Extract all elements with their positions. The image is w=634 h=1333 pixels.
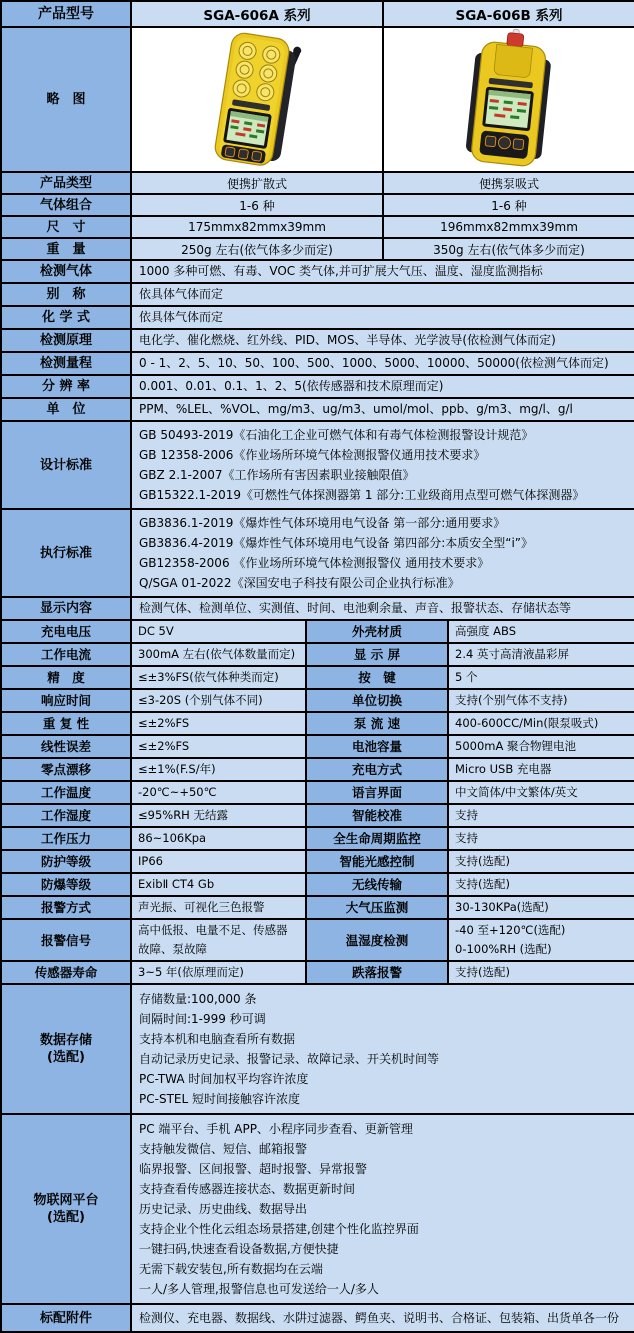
device-a-screen bbox=[223, 108, 272, 149]
spec-row bbox=[1, 896, 634, 919]
row-label: 报警信号 bbox=[1, 919, 131, 961]
value-iot-platform: PC 端平台、手机 APP、小程序同步查看、更新管理 支持触发微信、短信、邮箱报警 临界报警、区间报警、超时报警、异常报警 支持查看传感器连接状态、数据更新时间 历史记录、历史曲线、数据导出 支持企业个性化云组态场景搭建,创建个性化监控界面 一键扫码,快速查看设备数据,方便快捷 无需下载安装包,所有数据均在云端 一人/多人管理,报警信息也可发送给一人/多人 bbox=[131, 1114, 634, 1304]
spec-row bbox=[1, 194, 634, 216]
value-data-storage: 存储数量:100,000 条 间隔时间:1-999 秒可调 支持本机和电脑查看所有数据 自动记录历史记录、报警记录、故障记录、开关机时间等 PC-TWA 时间加权平均容许浓度 PC-STEL 短时间接触容许浓度 bbox=[131, 984, 634, 1114]
row-label: 传感器寿命 bbox=[1, 961, 131, 984]
device-b-illustration bbox=[385, 28, 633, 171]
row-label-2: 智能校准 bbox=[306, 804, 448, 827]
device-b-screen bbox=[482, 87, 534, 132]
row-label: 报警方式 bbox=[1, 896, 131, 919]
row-value-2: 30-130KPa(选配) bbox=[448, 896, 634, 919]
spec-row bbox=[1, 375, 634, 398]
row-value-a: 175mmx82mmx39mm bbox=[131, 216, 383, 238]
row-value: IP66 bbox=[131, 850, 306, 873]
row-value: ≤±1%(F.S/年) bbox=[131, 758, 306, 781]
row-value: 300mA 左右(依气体数量而定) bbox=[131, 643, 306, 666]
spec-row bbox=[1, 919, 634, 961]
row-value: GB 50493-2019《石油化工企业可燃气体和有毒气体检测报警设计规范》 GB 12358-2006《作业场所环境气体检测报警仪通用技术要求》 GBZ 2.1-2007《工作场所有害因素职业接触限值》 GB15322.1-2019《可燃性气体探测器第 1 部分:工业级商用点型可燃气体探测器》 bbox=[131, 421, 634, 509]
row-value: GB3836.1-2019《爆炸性气体环境用电气设备 第一部分:通用要求》 GB3836.4-2019《爆炸性气体环境用电气设备 第四部分:本质安全型“i”》 GB12358-2006 《作业场所环境气体检测报警仪 通用技术要求》 Q/SGA 01-2022《深国安电子科技有限公司企业执行标准》 bbox=[131, 509, 634, 597]
row-label: 分 辨 率 bbox=[1, 375, 131, 398]
row-label: 工作电流 bbox=[1, 643, 131, 666]
table-dual-rows bbox=[0, 619, 634, 985]
dual-rows-body bbox=[1, 620, 634, 984]
spec-row bbox=[1, 961, 634, 984]
row-label-2: 语言界面 bbox=[306, 781, 448, 804]
row-value-b: 350g 左右(依气体多少而定) bbox=[383, 238, 634, 260]
row-label: 化 学 式 bbox=[1, 306, 131, 329]
spec-row bbox=[1, 666, 634, 689]
value-series-a: SGA-606A 系列 bbox=[131, 1, 383, 27]
row-value-2: 支持 bbox=[448, 804, 634, 827]
row-value-2: Micro USB 充电器 bbox=[448, 758, 634, 781]
row-value-2: 支持 bbox=[448, 827, 634, 850]
row-value: ≤±3%FS(依气体种类而定) bbox=[131, 666, 306, 689]
row-value-2: 支持(个别气体不支持) bbox=[448, 689, 634, 712]
device-b-buttons bbox=[479, 130, 529, 159]
spec-row bbox=[1, 260, 634, 283]
row-sketch bbox=[1, 27, 634, 172]
row-data-storage bbox=[1, 984, 634, 1114]
row-label-2: 显 示 屏 bbox=[306, 643, 448, 666]
row-label: 重 量 bbox=[1, 238, 131, 260]
row-value: 依具体气体而定 bbox=[131, 306, 634, 329]
row-value: ExibⅡ CT4 Gb bbox=[131, 873, 306, 896]
row-label-2: 大气压监测 bbox=[306, 896, 448, 919]
row-value-b: 196mmx82mmx39mm bbox=[383, 216, 634, 238]
row-label: 尺 寸 bbox=[1, 216, 131, 238]
row-value-2: 5000mA 聚合物锂电池 bbox=[448, 735, 634, 758]
row-accessories bbox=[1, 1304, 634, 1332]
row-value: ≤95%RH 无结露 bbox=[131, 804, 306, 827]
row-value: 3~5 年(依原理而定) bbox=[131, 961, 306, 984]
row-value: ≤±2%FS bbox=[131, 735, 306, 758]
row-label: 单 位 bbox=[1, 398, 131, 421]
label-data-storage: 数据存储 (选配) bbox=[1, 984, 131, 1114]
row-label: 工作温度 bbox=[1, 781, 131, 804]
label-sketch: 略 图 bbox=[1, 27, 131, 172]
row-value: 声光振、可视化三色报警 bbox=[131, 896, 306, 919]
row-label: 零点漂移 bbox=[1, 758, 131, 781]
row-value-a: 250g 左右(依气体多少而定) bbox=[131, 238, 383, 260]
row-value-2: 2.4 英寸高清液晶彩屏 bbox=[448, 643, 634, 666]
row-label-2: 跌落报警 bbox=[306, 961, 448, 984]
spec-row bbox=[1, 509, 634, 597]
row-value-2: 高强度 ABS bbox=[448, 620, 634, 643]
row-label: 工作湿度 bbox=[1, 804, 131, 827]
spec-row bbox=[1, 398, 634, 421]
device-b-inlet-cap bbox=[507, 29, 525, 48]
row-value-b: 便携泵吸式 bbox=[383, 172, 634, 194]
spec-row bbox=[1, 873, 634, 896]
label-product-model: 产品型号 bbox=[1, 1, 131, 27]
row-product-model bbox=[1, 1, 634, 27]
row-value: 86~106Kpa bbox=[131, 827, 306, 850]
row-value: DC 5V bbox=[131, 620, 306, 643]
label-iot-platform: 物联网平台 (选配) bbox=[1, 1114, 131, 1304]
row-label-2: 全生命周期监控 bbox=[306, 827, 448, 850]
spec-row bbox=[1, 352, 634, 375]
spec-row bbox=[1, 172, 634, 194]
row-value: ≤±2%FS bbox=[131, 712, 306, 735]
row-value-b: 1-6 种 bbox=[383, 194, 634, 216]
row-value-2: 中文简体/中文繁体/英文 bbox=[448, 781, 634, 804]
row-label: 重 复 性 bbox=[1, 712, 131, 735]
spec-row bbox=[1, 620, 634, 643]
value-accessories: 检测仪、充电器、数据线、水阱过滤器、鳄鱼夹、说明书、合格证、包装箱、出货单各一份 bbox=[131, 1304, 634, 1332]
row-value-2: 支持(选配) bbox=[448, 850, 634, 873]
row-value: 0 - 1、2、5、10、50、100、500、1000、5000、10000、50000(依检测气体而定) bbox=[131, 352, 634, 375]
row-label: 执行标准 bbox=[1, 509, 131, 597]
row-label: 检测原理 bbox=[1, 329, 131, 352]
row-label-2: 按 键 bbox=[306, 666, 448, 689]
spec-row bbox=[1, 216, 634, 238]
row-label: 线性误差 bbox=[1, 735, 131, 758]
row-label: 精 度 bbox=[1, 666, 131, 689]
row-label-2: 单位切换 bbox=[306, 689, 448, 712]
row-label: 产品类型 bbox=[1, 172, 131, 194]
spec-row bbox=[1, 758, 634, 781]
top-compare-rows bbox=[1, 172, 634, 260]
label-accessories: 标配附件 bbox=[1, 1304, 131, 1332]
table-bottom bbox=[0, 983, 634, 1333]
spec-row bbox=[1, 283, 634, 306]
spec-row bbox=[1, 689, 634, 712]
spec-row bbox=[1, 804, 634, 827]
spec-row bbox=[1, 238, 634, 260]
value-series-b: SGA-606B 系列 bbox=[383, 1, 634, 27]
row-value: 检测气体、检测单位、实测值、时间、电池剩余量、声音、报警状态、存储状态等 bbox=[131, 597, 634, 620]
row-label-2: 充电方式 bbox=[306, 758, 448, 781]
spec-row bbox=[1, 597, 634, 620]
row-label-2: 泵 流 速 bbox=[306, 712, 448, 735]
row-value: ≤3-20S (个别气体不同) bbox=[131, 689, 306, 712]
row-value: 高中低报、电量不足、传感器 故障、泵故障 bbox=[131, 919, 306, 961]
row-value-2: 5 个 bbox=[448, 666, 634, 689]
row-label: 充电电压 bbox=[1, 620, 131, 643]
device-a-image bbox=[131, 27, 383, 172]
row-label-2: 智能光感控制 bbox=[306, 850, 448, 873]
spec-row bbox=[1, 712, 634, 735]
row-label: 检测量程 bbox=[1, 352, 131, 375]
spec-row bbox=[1, 329, 634, 352]
row-label-2: 电池容量 bbox=[306, 735, 448, 758]
row-value-2: 400-600CC/Min(限泵吸式) bbox=[448, 712, 634, 735]
device-b-image bbox=[383, 27, 634, 172]
spec-row bbox=[1, 306, 634, 329]
table-top-compare bbox=[0, 0, 634, 261]
row-label: 响应时间 bbox=[1, 689, 131, 712]
row-value-a: 便携扩散式 bbox=[131, 172, 383, 194]
row-value-a: 1-6 种 bbox=[131, 194, 383, 216]
row-value: 0.001、0.01、0.1、1、2、5(依传感器和技术原理而定) bbox=[131, 375, 634, 398]
full-rows-body bbox=[1, 260, 634, 620]
row-iot-platform bbox=[1, 1114, 634, 1304]
row-label: 显示内容 bbox=[1, 597, 131, 620]
row-value: 1000 多种可燃、有毒、VOC 类气体,并可扩展大气压、温度、湿度监测指标 bbox=[131, 260, 634, 283]
row-value: 电化学、催化燃烧、红外线、PID、MOS、半导体、光学波导(依检测气体而定) bbox=[131, 329, 634, 352]
row-value: -20℃~+50℃ bbox=[131, 781, 306, 804]
row-label: 气体组合 bbox=[1, 194, 131, 216]
spec-row bbox=[1, 421, 634, 509]
row-label: 别 称 bbox=[1, 283, 131, 306]
device-a-illustration bbox=[133, 28, 381, 171]
spec-row bbox=[1, 827, 634, 850]
row-value: 依具体气体而定 bbox=[131, 283, 634, 306]
table-full-rows bbox=[0, 259, 634, 621]
spec-row bbox=[1, 643, 634, 666]
row-label: 设计标准 bbox=[1, 421, 131, 509]
row-label: 防护等级 bbox=[1, 850, 131, 873]
row-value-2: -40 至+120℃(选配) 0-100%RH (选配) bbox=[448, 919, 634, 961]
spec-row bbox=[1, 735, 634, 758]
spec-row bbox=[1, 850, 634, 873]
row-label: 检测气体 bbox=[1, 260, 131, 283]
row-label-2: 温湿度检测 bbox=[306, 919, 448, 961]
device-b-top-hump bbox=[494, 44, 533, 78]
row-label-2: 外壳材质 bbox=[306, 620, 448, 643]
spec-row bbox=[1, 781, 634, 804]
row-value-2: 支持(选配) bbox=[448, 961, 634, 984]
row-label: 防爆等级 bbox=[1, 873, 131, 896]
row-value: PPM、%LEL、%VOL、mg/m3、ug/m3、umol/mol、ppb、g/m3、mg/l、g/l bbox=[131, 398, 634, 421]
row-value-2: 支持(选配) bbox=[448, 873, 634, 896]
row-label-2: 无线传输 bbox=[306, 873, 448, 896]
row-label: 工作压力 bbox=[1, 827, 131, 850]
